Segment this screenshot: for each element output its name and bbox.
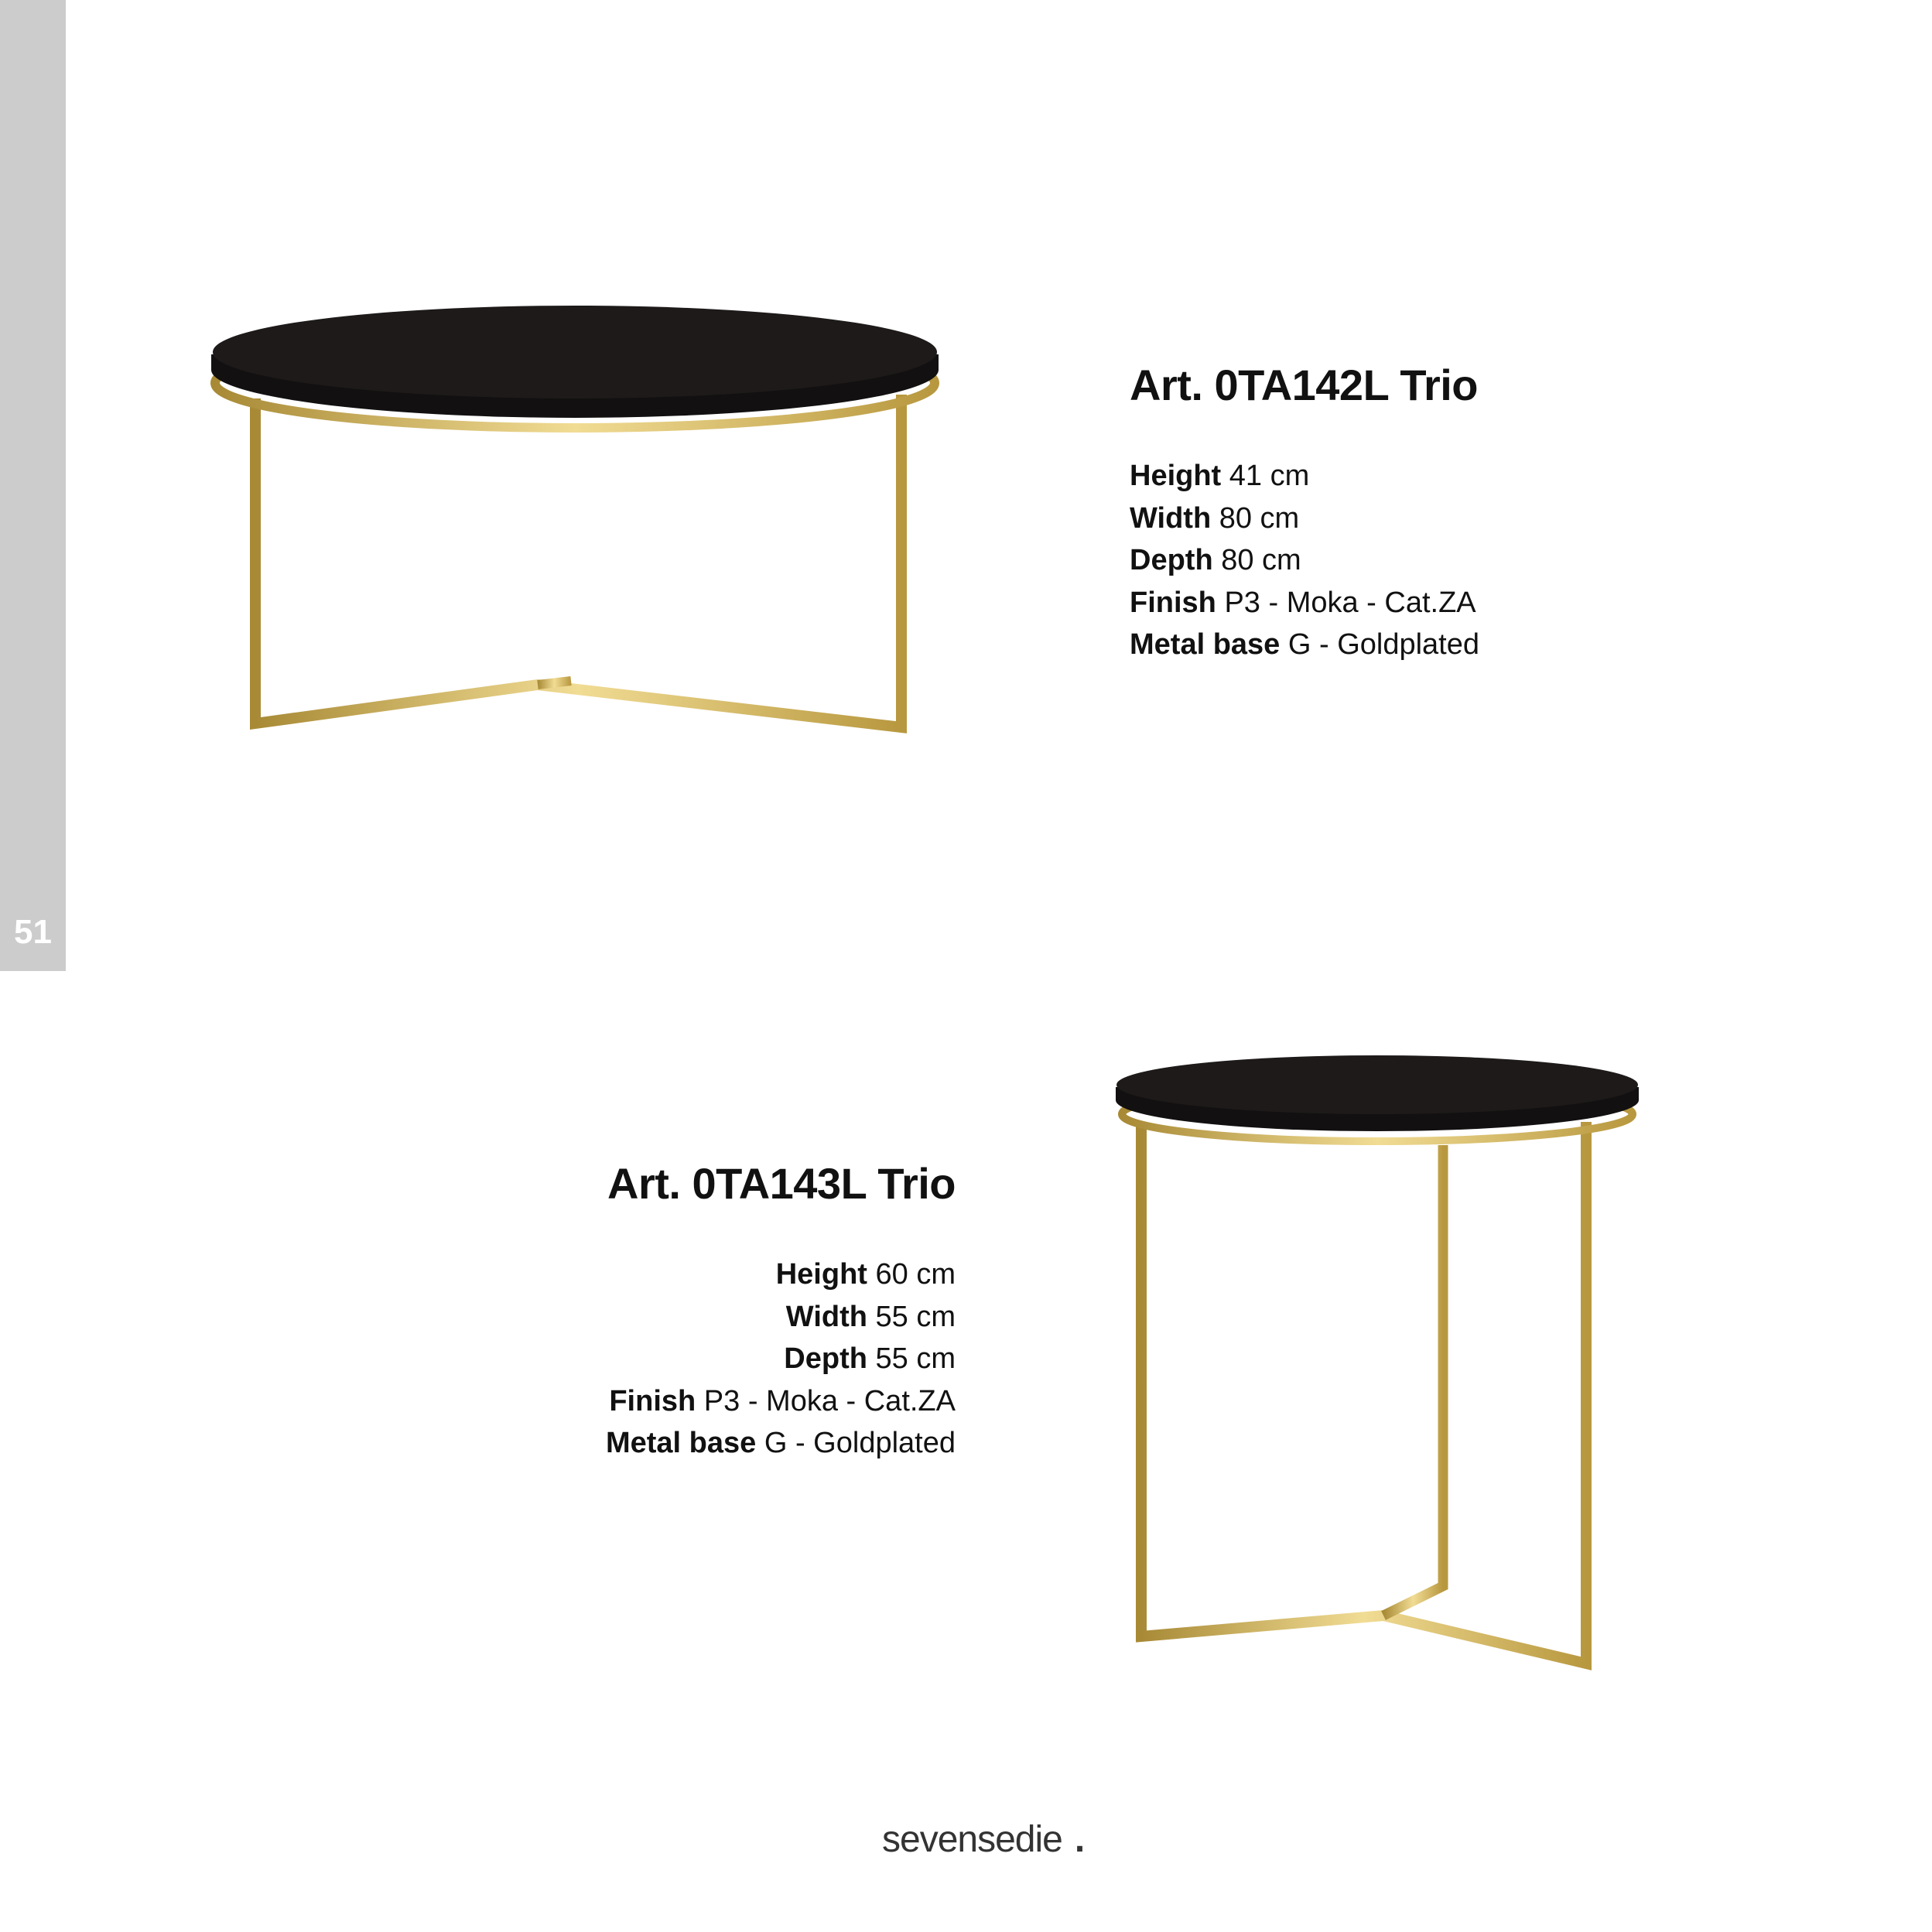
- brand-dot: .: [1074, 1819, 1085, 1860]
- spec-label: Height: [1130, 460, 1222, 492]
- brand-logo: [882, 1818, 1084, 1861]
- spec-value: 41 cm: [1229, 460, 1310, 492]
- spec-label: Height: [775, 1258, 867, 1291]
- side-table-image: [1114, 1045, 1671, 1679]
- brand-name: sevensedie: [882, 1819, 1062, 1860]
- product-info-0ta142l: [1130, 360, 1479, 666]
- product-info-0ta143l: [606, 1158, 956, 1465]
- spec-label: Metal base: [1130, 628, 1281, 661]
- spec-value: P3 - Moka - Cat.ZA: [703, 1384, 956, 1417]
- spec-label: Finish: [609, 1384, 696, 1417]
- spec-depth: [606, 1338, 956, 1380]
- spec-label: Depth: [784, 1342, 867, 1375]
- spec-depth: [1130, 539, 1479, 582]
- spec-width: [1130, 498, 1479, 540]
- product-title: Art. 0TA143L Trio: [607, 1159, 956, 1208]
- spec-value: P3 - Moka - Cat.ZA: [1224, 586, 1476, 619]
- spec-finish: [606, 1380, 956, 1423]
- spec-value: 80 cm: [1221, 544, 1301, 576]
- spec-label: Metal base: [605, 1427, 757, 1459]
- spec-value: 80 cm: [1219, 501, 1300, 535]
- spec-value: 55 cm: [875, 1342, 956, 1375]
- spec-metal-base: [606, 1422, 956, 1465]
- page-sidebar: [0, 0, 66, 971]
- spec-list: [1130, 455, 1479, 666]
- spec-label: Finish: [1130, 586, 1216, 619]
- spec-label: Width: [1130, 501, 1212, 535]
- coffee-table-image: [201, 279, 959, 743]
- spec-width: [606, 1296, 956, 1339]
- spec-label: Depth: [1130, 544, 1213, 576]
- spec-height: [606, 1253, 956, 1296]
- spec-height: [1130, 455, 1479, 498]
- spec-value: 60 cm: [875, 1258, 956, 1291]
- spec-value: 55 cm: [875, 1300, 956, 1333]
- spec-value: G - Goldplated: [764, 1427, 956, 1459]
- spec-finish: [1130, 582, 1479, 624]
- spec-metal-base: [1130, 624, 1479, 666]
- spec-label: Width: [785, 1300, 867, 1333]
- spec-value: G - Goldplated: [1287, 628, 1480, 661]
- page-number: 51: [14, 913, 52, 951]
- product-title: Art. 0TA142L Trio: [1130, 361, 1478, 409]
- spec-list: [606, 1253, 956, 1465]
